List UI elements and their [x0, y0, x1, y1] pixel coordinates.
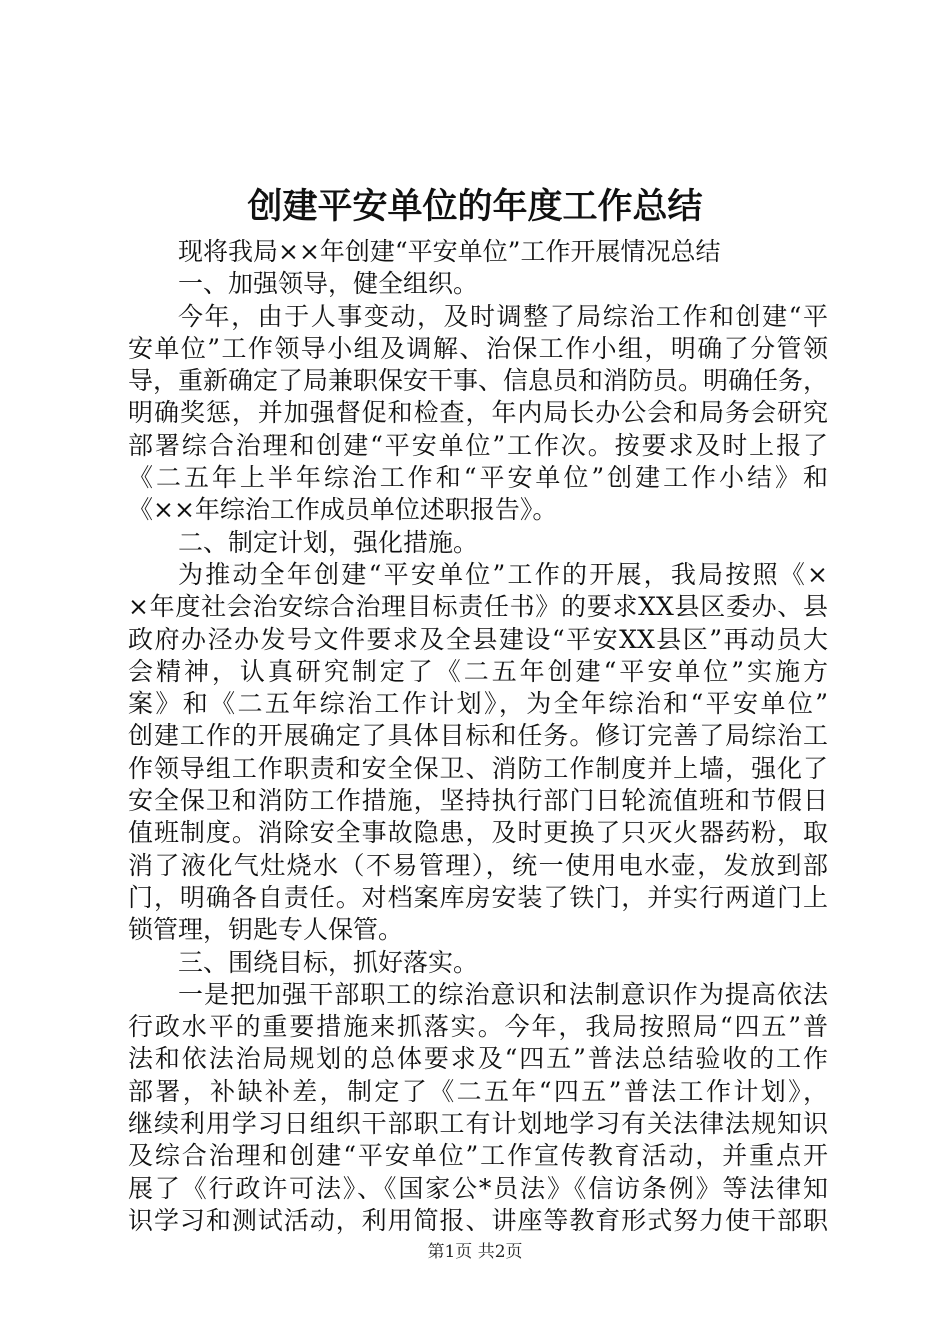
body-line: 今年，由于人事变动，及时调整了局综治工作和创建“平 [178, 301, 828, 331]
body-line: 锁管理，钥匙专人保管。 [128, 915, 404, 945]
body-line: 部署，补缺补差，制定了《二五年“四五”普法工作计划》， [128, 1076, 828, 1106]
section-heading: 二、制定计划，强化措施。 [178, 527, 479, 557]
body-line: 为推动全年创建“平安单位”工作的开展，我局按照《× [178, 559, 828, 589]
body-line: 明确奖惩，并加强督促和检查，年内局长办公会和局务会研究 [128, 398, 828, 428]
body-line: 展了《行政许可法》、《国家公*员法》《信访条例》等法律知 [128, 1173, 828, 1203]
body-line: 政府办泾办发号文件要求及全县建设“平安XX县区”再动员大 [128, 624, 828, 654]
document-body [128, 236, 828, 1237]
body-line: 安单位”工作领导小组及调解、治保工作小组，明确了分管领 [128, 333, 828, 363]
body-line: 部署综合治理和创建“平安单位”工作次。按要求及时上报了 [128, 430, 828, 460]
body-line: 作领导组工作职责和安全保卫、消防工作制度并上墙，强化了 [128, 753, 828, 783]
body-line: 消了液化气灶烧水（不易管理），统一使用电水壶，发放到部 [128, 850, 828, 880]
body-line: 导，重新确定了局兼职保安干事、信息员和消防员。明确任务， [128, 366, 829, 396]
body-line: 门，明确各自责任。对档案库房安装了铁门，并实行两道门上 [128, 882, 828, 912]
body-line: 继续利用学习日组织干部职工有计划地学习有关法律法规知识 [128, 1109, 828, 1139]
body-line: 会精神，认真研究制定了《二五年创建“平安单位”实施方 [128, 656, 828, 686]
page-number-footer: 第1页 共2页 [427, 1242, 523, 1262]
body-line: 一是把加强干部职工的综治意识和法制意识作为提高依法 [178, 979, 828, 1009]
body-line: 及综合治理和创建“平安单位”工作宣传教育活动，并重点开 [128, 1141, 828, 1171]
body-line: 现将我局××年创建“平安单位”工作开展情况总结 [178, 237, 721, 266]
body-line: 行政水平的重要措施来抓落实。今年，我局按照局“四五”普 [128, 1012, 828, 1042]
body-line: 《二五年上半年综治工作和“平安单位”创建工作小结》和 [128, 463, 828, 493]
body-line: 值班制度。消除安全事故隐患，及时更换了只灭火器药粉，取 [128, 818, 828, 848]
body-line: ×年度社会治安综合治理目标责任书》的要求XX县区委办、县 [128, 592, 828, 622]
document-title: 创建平安单位的年度工作总结 [247, 186, 703, 227]
body-line: 法和依法治局规划的总体要求及“四五”普法总结验收的工作 [128, 1044, 828, 1074]
section-heading: 一、加强领导，健全组织。 [178, 269, 479, 299]
body-line: 案》和《二五年综治工作计划》，为全年综治和“平安单位” [128, 689, 828, 719]
body-line: 创建工作的开展确定了具体目标和任务。修订完善了局综治工 [128, 721, 828, 751]
body-line: 《××年综治工作成员单位述职报告》。 [128, 495, 558, 525]
section-heading: 三、围绕目标，抓好落实。 [178, 947, 479, 977]
body-line: 安全保卫和消防工作措施，坚持执行部门日轮流值班和节假日 [128, 786, 828, 816]
body-line: 识学习和测试活动，利用简报、讲座等教育形式努力使干部职 [128, 1205, 828, 1235]
